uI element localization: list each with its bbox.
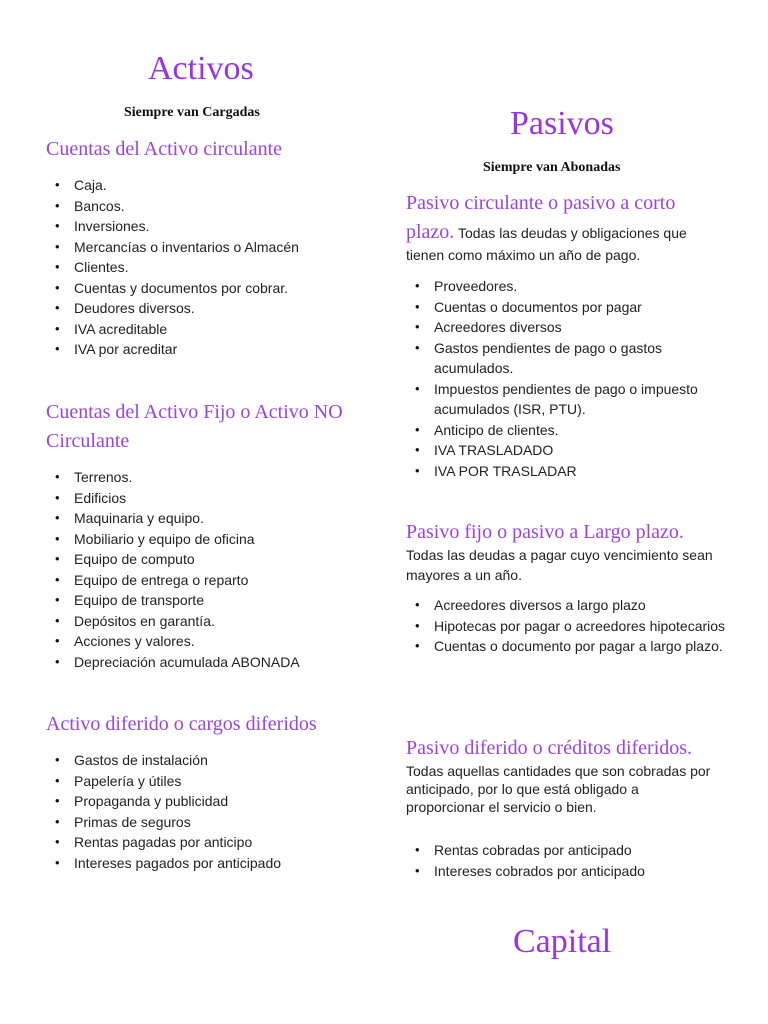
pasivo-circulante-list xyxy=(406,276,726,481)
list-item: • Equipo de entrega o reparto xyxy=(46,570,376,591)
list-item: • Clientes. xyxy=(46,257,376,278)
list-item: • Caja. xyxy=(46,175,376,196)
list-item: • Intereses pagados por anticipado xyxy=(46,853,376,874)
list-item: • Maquinaria y equipo. xyxy=(46,508,376,529)
activo-circulante-list xyxy=(46,175,376,360)
list-item: • Propaganda y publicidad xyxy=(46,791,376,812)
pasivo-circulante-block xyxy=(406,189,716,265)
list-item: • IVA por acreditar xyxy=(46,339,376,360)
list-item: • IVA POR TRASLADAR xyxy=(406,461,726,482)
list-item: • Bancos. xyxy=(46,196,376,217)
list-item: • Rentas cobradas por anticipado xyxy=(406,840,726,861)
list-item: • Papelería y útiles xyxy=(46,771,376,792)
pasivo-circulante-heading: Pasivo circulante o pasivo a corto plazo. xyxy=(406,192,676,243)
list-item: • Mercancías o inventarios o Almacén xyxy=(46,237,376,258)
list-item: • Cuentas o documentos por pagar xyxy=(406,297,726,318)
list-item: • Intereses cobrados por anticipado xyxy=(406,861,726,882)
list-item: • Edificios xyxy=(46,488,376,509)
activo-diferido-heading: Activo diferido o cargos diferidos xyxy=(46,713,317,735)
pasivo-fijo-list xyxy=(406,595,726,657)
list-item: • Depreciación acumulada ABONADA xyxy=(46,652,376,673)
activos-subtitle: Siempre van Cargadas xyxy=(124,105,260,120)
list-item: • Primas de seguros xyxy=(46,812,376,833)
list-item: • Hipotecas por pagar o acreedores hipotecarios xyxy=(406,616,726,637)
list-item: • Proveedores. xyxy=(406,276,726,297)
activo-circulante-heading: Cuentas del Activo circulante xyxy=(46,138,283,160)
list-item: • Gastos pendientes de pago o gastos acumulados. xyxy=(406,338,726,379)
list-item: • IVA acreditable xyxy=(46,319,376,340)
list-item: • Equipo de transporte xyxy=(46,590,376,611)
pasivo-diferido-heading: Pasivo diferido o créditos diferidos. xyxy=(406,737,693,759)
list-item: • Impuestos pendientes de pago o impuesto acumulados (ISR, PTU). xyxy=(406,379,726,420)
pasivo-diferido-list xyxy=(406,840,726,881)
pasivo-fijo-heading: Pasivo fijo o pasivo a Largo plazo. xyxy=(406,521,684,543)
list-item: • Mobiliario y equipo de oficina xyxy=(46,529,376,550)
list-item: • IVA TRASLADADO xyxy=(406,440,726,461)
pasivo-fijo-description: Todas las deudas a pagar cuyo vencimiento sean mayores a un año. xyxy=(406,547,713,583)
list-item: • Inversiones. xyxy=(46,216,376,237)
pasivo-diferido-block xyxy=(406,734,716,817)
list-item: • Depósitos en garantía. xyxy=(46,611,376,632)
list-item: • Acreedores diversos xyxy=(406,317,726,338)
pasivos-title: Pasivos xyxy=(510,105,614,142)
list-item: • Anticipo de clientes. xyxy=(406,420,726,441)
list-item: • Deudores diversos. xyxy=(46,298,376,319)
pasivos-subtitle: Siempre van Abonadas xyxy=(483,160,621,175)
list-item: • Acciones y valores. xyxy=(46,631,376,652)
list-item: • Terrenos. xyxy=(46,467,376,488)
list-item: • Acreedores diversos a largo plazo xyxy=(406,595,726,616)
pasivo-diferido-description: Todas aquellas cantidades que son cobradas por anticipado, por lo que está obligado a proporcionar el servicio o bien. xyxy=(406,763,711,815)
activo-fijo-heading: Cuentas del Activo Fijo o Activo NO Circulante xyxy=(46,401,343,452)
activo-fijo-list xyxy=(46,467,376,672)
list-item: • Cuentas o documento por pagar a largo plazo. xyxy=(406,636,726,657)
list-item: • Cuentas y documentos por cobrar. xyxy=(46,278,376,299)
activos-title: Activos xyxy=(148,50,254,87)
activo-diferido-list xyxy=(46,750,376,873)
list-item: • Gastos de instalación xyxy=(46,750,376,771)
list-item: • Rentas pagadas por anticipo xyxy=(46,832,376,853)
list-item: • Equipo de computo xyxy=(46,549,376,570)
pasivo-circulante-description: Todas las deudas y obligaciones que tienen como máximo un año de pago. xyxy=(406,225,687,263)
capital-title: Capital xyxy=(513,923,612,960)
